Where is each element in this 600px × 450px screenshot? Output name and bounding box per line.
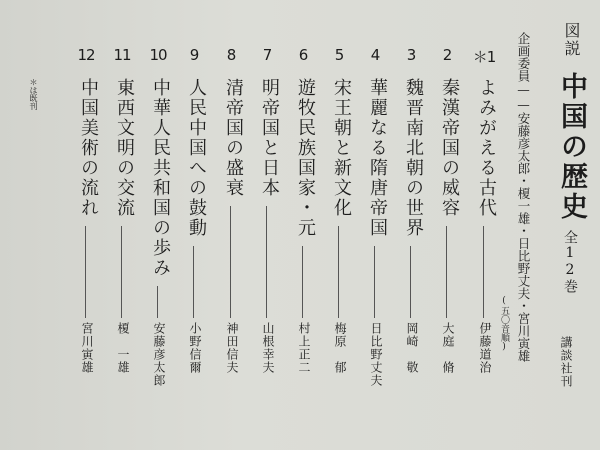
leader-line xyxy=(266,206,267,318)
series-title: 中国の歴史 xyxy=(556,72,587,222)
volume-title: 宋王朝と新文化 xyxy=(331,78,352,218)
leader-line xyxy=(483,226,484,318)
volume-number: 5 xyxy=(334,46,344,64)
volume-title: 清帝国の盛衰 xyxy=(223,78,244,198)
leader-line xyxy=(446,226,447,318)
volume-title: 中華人民共和国の歩み xyxy=(150,78,171,278)
leader-line xyxy=(121,226,122,318)
volume-title: 魏晋南北朝の世界 xyxy=(403,78,424,238)
volume-number: 3 xyxy=(406,46,416,64)
editors: 企画委員——安藤彦太郎・榎一雄・日比野丈夫・宮川寅雄 xyxy=(516,32,531,362)
volume-author: 安藤彦太郎 xyxy=(152,322,166,387)
leader-line xyxy=(157,286,158,318)
volume-author: 山根幸夫 xyxy=(261,322,275,374)
volume-number: 12 xyxy=(77,46,95,64)
volume-number: 11 xyxy=(113,46,131,64)
volume-author: 梅原 郁 xyxy=(333,322,347,374)
volume-title: よみがえる古代 xyxy=(476,78,497,218)
volume-number: 2 xyxy=(442,46,452,64)
volume-number: 7 xyxy=(262,46,272,64)
volume-title: 人民中国への鼓動 xyxy=(186,78,207,238)
volume-author: 日比野丈夫 xyxy=(369,322,383,387)
volume-author: 村上正二 xyxy=(297,322,311,374)
leader-line xyxy=(230,206,231,318)
volume-number: 4 xyxy=(370,46,380,64)
volume-title: 中国美術の流れ xyxy=(78,78,99,218)
volume-author: 岡崎 敬 xyxy=(405,322,419,374)
volume-number: 8 xyxy=(226,46,236,64)
volume-author: 宮川寅雄 xyxy=(80,322,94,374)
volume-title: 遊牧民族国家・元 xyxy=(295,78,316,238)
volume-title: 東西文明の交流 xyxy=(114,78,135,218)
volume-title: 華麗なる隋唐帝国 xyxy=(367,78,388,238)
editors-note: (五〇音順) xyxy=(499,296,509,352)
volume-author: 大庭 脩 xyxy=(441,322,455,374)
leader-line xyxy=(410,246,411,318)
volume-number: 9 xyxy=(189,46,199,64)
volume-title: 明帝国と日本 xyxy=(259,78,280,198)
volume-author: 伊藤道治 xyxy=(478,322,492,374)
publisher: 講談社刊 xyxy=(559,336,573,388)
leader-line xyxy=(338,226,339,318)
volume-author: 神田信夫 xyxy=(225,322,239,374)
footnote: ＊は既刊 xyxy=(29,78,38,110)
series-prefix: 図説 xyxy=(562,22,581,58)
volume-title: 秦漢帝国の威容 xyxy=(439,78,460,218)
volume-number: 10 xyxy=(149,46,167,64)
volumes-total: 全12巻 xyxy=(562,230,578,294)
volume-number: ＊1 xyxy=(472,48,496,66)
volume-author: 榎 一雄 xyxy=(116,322,130,374)
leader-line xyxy=(193,246,194,318)
leader-line xyxy=(374,246,375,318)
leader-line xyxy=(302,246,303,318)
leader-line xyxy=(85,226,86,318)
volume-author: 小野信爾 xyxy=(188,322,202,374)
volume-number: 6 xyxy=(298,46,308,64)
